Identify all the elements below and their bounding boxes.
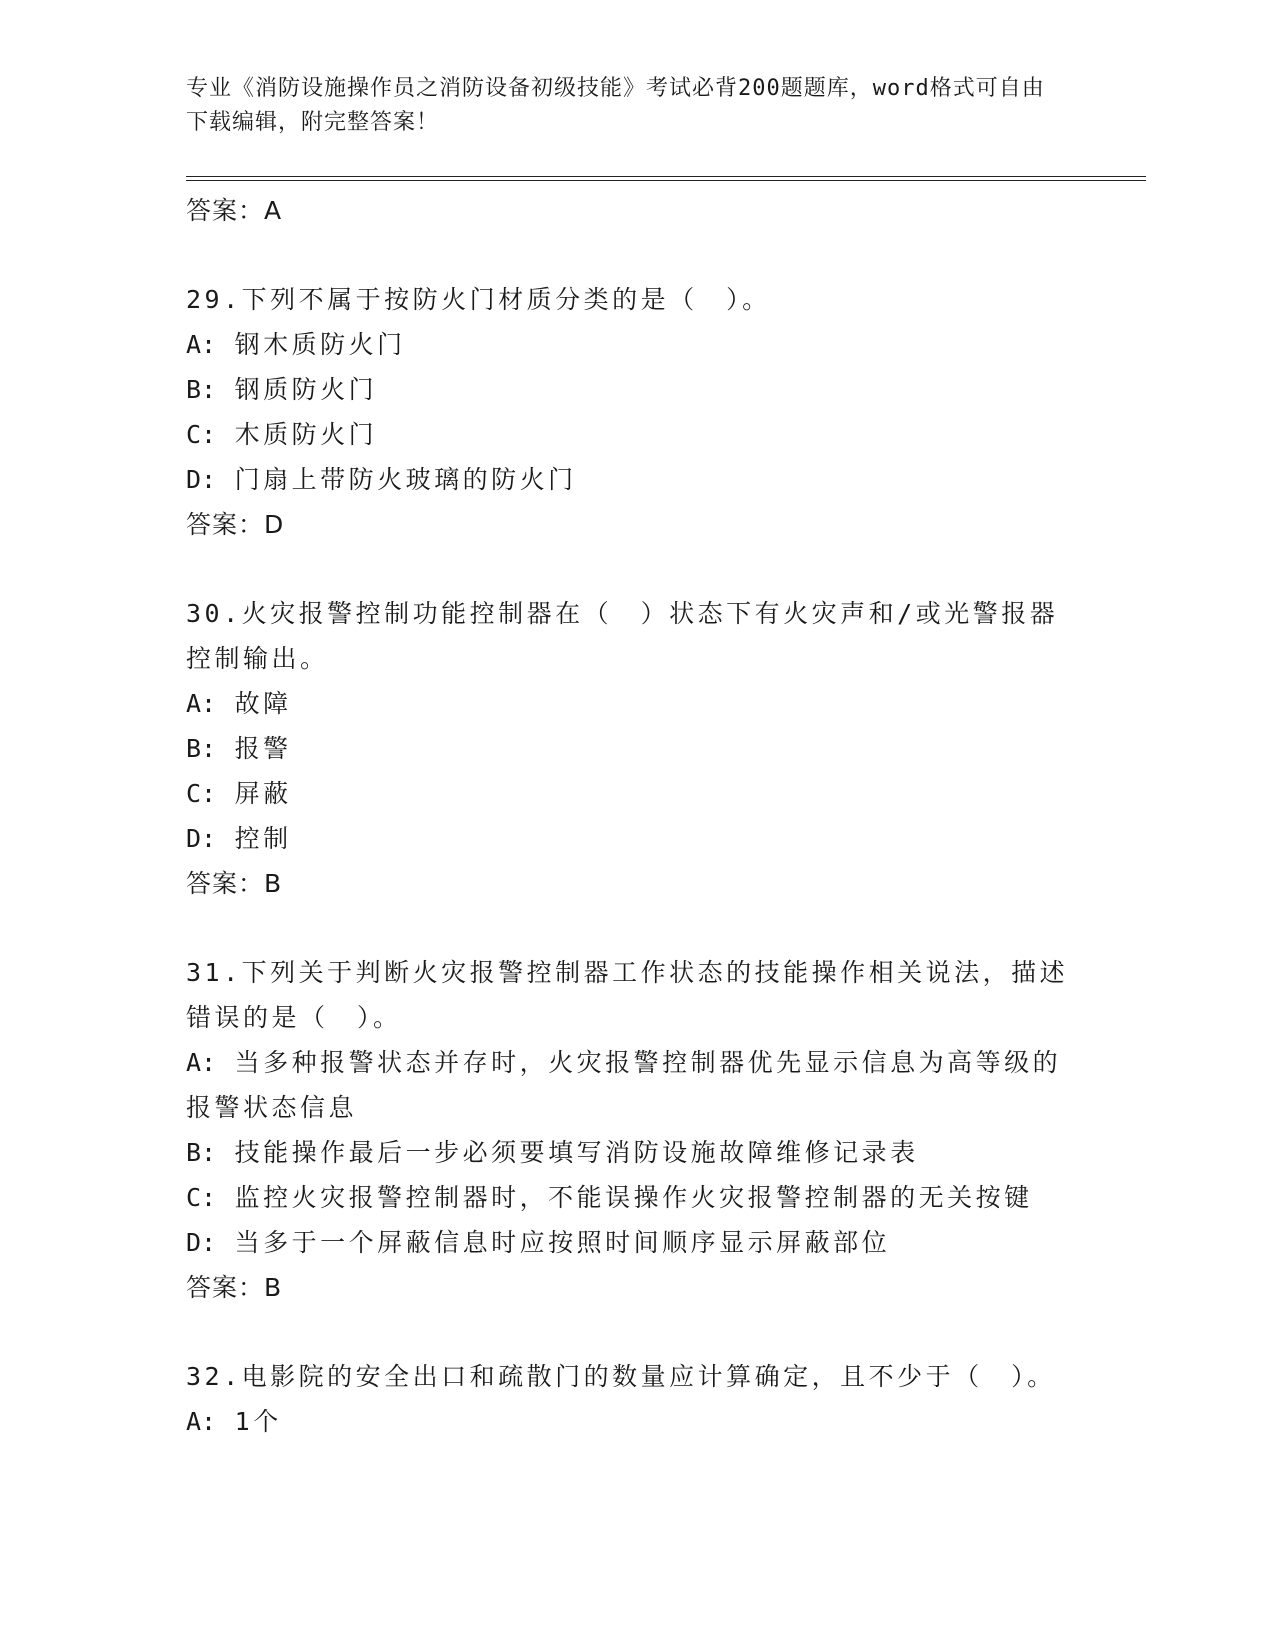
question-text: 30.火灾报警控制功能控制器在（ ）状态下有火灾声和/或光警报器 (186, 599, 1059, 628)
option-item (186, 412, 1086, 457)
header-divider (186, 176, 1146, 181)
answer-line: 答案：B (186, 869, 283, 898)
option-text: 钢质防火门 (234, 375, 378, 404)
option-item (186, 1220, 1086, 1265)
answer-line: 答案：D (186, 510, 285, 539)
question-text: 错误的是（ ）。 (186, 1003, 402, 1032)
answer-line: 答案：A (186, 196, 283, 225)
option-text: 门扇上带防火玻璃的防火门 (234, 465, 577, 494)
option-label: D: (186, 465, 217, 494)
option-label: C: (186, 420, 217, 449)
option-label: B: (186, 734, 217, 763)
option-text: 监控火灾报警控制器时，不能误操作火灾报警控制器的无关按键 (234, 1183, 1033, 1212)
option-label: D: (186, 824, 217, 853)
question-text: 31.下列关于判断火灾报警控制器工作状态的技能操作相关说法，描述 (186, 958, 1069, 987)
option-item (186, 771, 1086, 816)
option-item (186, 1175, 1086, 1220)
option-label: A: (186, 1048, 217, 1077)
option-item (186, 322, 1086, 367)
question-text: 控制输出。 (186, 644, 329, 673)
option-text: 控制 (234, 824, 292, 853)
option-item (186, 1040, 1086, 1085)
option-text: 故障 (234, 689, 292, 718)
option-label: B: (186, 1138, 217, 1167)
option-item (186, 1399, 1086, 1444)
option-text: 技能操作最后一步必须要填写消防设施故障维修记录表 (234, 1138, 919, 1167)
option-text: 1个 (234, 1407, 282, 1436)
option-item (186, 816, 1086, 861)
option-item (186, 726, 1086, 771)
option-text: 当多种报警状态并存时，火灾报警控制器优先显示信息为高等级的 (234, 1048, 1062, 1077)
question-block (186, 277, 1086, 548)
answer-line: 答案：B (186, 1273, 283, 1302)
question-block (186, 591, 1086, 907)
option-label: D: (186, 1228, 217, 1257)
question-block (186, 1354, 1086, 1444)
option-text-continued: 报警状态信息 (186, 1093, 358, 1122)
option-text: 当多于一个屏蔽信息时应按照时间顺序显示屏蔽部位 (234, 1228, 891, 1257)
option-text: 钢木质防火门 (234, 330, 406, 359)
option-label: C: (186, 779, 217, 808)
option-item (186, 367, 1086, 412)
option-label: C: (186, 1183, 217, 1212)
option-text: 报警 (234, 734, 292, 763)
option-label: A: (186, 330, 217, 359)
option-item (186, 681, 1086, 726)
document-header: 专业《消防设施操作员之消防设备初级技能》考试必背200题题库，word格式可自由下载编辑，附完整答案！ (186, 76, 1045, 135)
option-item (186, 1130, 1086, 1175)
option-label: B: (186, 375, 217, 404)
option-item (186, 457, 1086, 502)
question-text: 32.电影院的安全出口和疏散门的数量应计算确定，且不少于（ ）。 (186, 1362, 1056, 1391)
question-block (186, 950, 1086, 1311)
option-text: 屏蔽 (234, 779, 292, 808)
question-list (186, 188, 1086, 1444)
option-label: A: (186, 689, 217, 718)
option-text: 木质防火门 (234, 420, 378, 449)
question-text: 29.下列不属于按防火门材质分类的是（ ）。 (186, 285, 771, 314)
option-label: A: (186, 1407, 217, 1436)
